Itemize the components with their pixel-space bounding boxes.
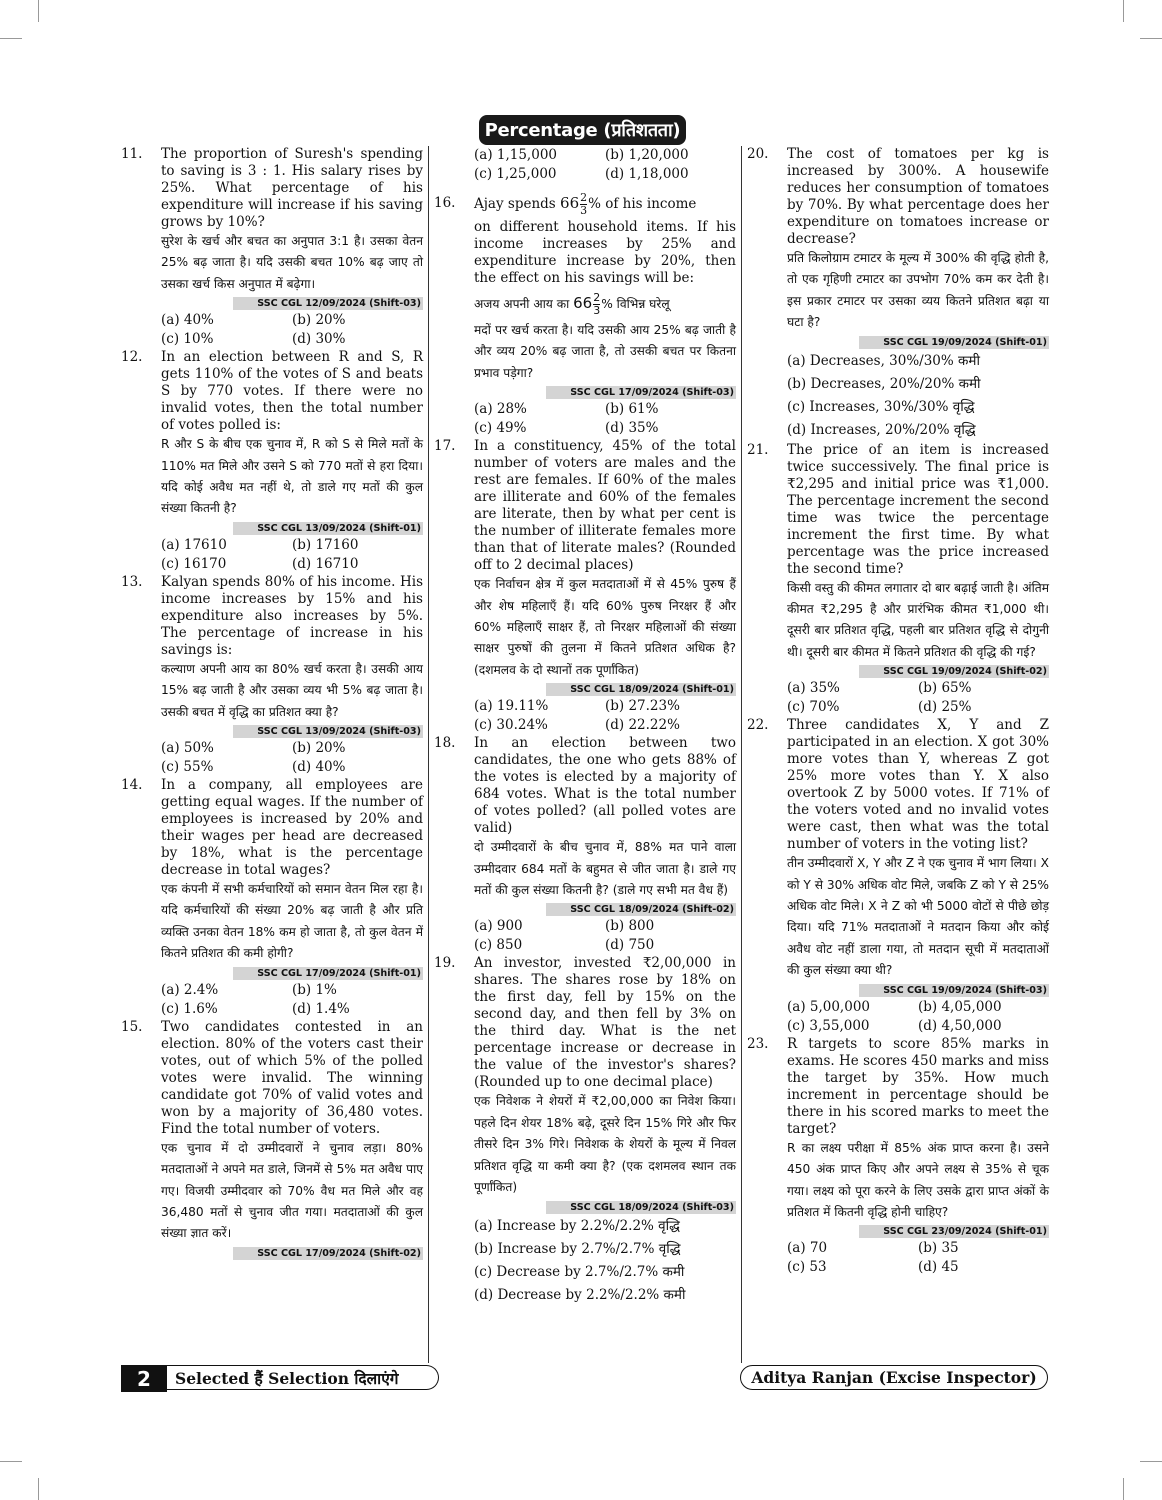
- option-a: (a) 19.11%: [474, 698, 549, 715]
- option-b: (b) 20%: [292, 312, 346, 329]
- question-text-hi: R और S के बीच एक चुनाव में, R को S से मिले मतों के 110% मत मिले और उसने S को 770 मतों से हरा दिया। यदि कोई अवैध मत नहीं थे, तो डाले गए मतों की कुल संख्या कितनी है?: [161, 437, 423, 516]
- option-a: (a) 17610: [161, 536, 227, 553]
- options: [161, 739, 423, 777]
- question-text-hi: एक चुनाव में दो उम्मीदवारों ने चुनाव लड़ा। 80% मतदाताओं ने अपने मत डाले, जिनमें से 5% मत अवैध पाए गए। विजयी उम्मीदवार को 70% वैध मत मिले और वह 36,480 मतों से चुनाव जीत गया। मतदाताओं की कुल संख्या ज्ञात करें।: [161, 1140, 423, 1241]
- question-text-hi: R का लक्ष्य परीक्षा में 85% अंक प्राप्त करना है। उसने 450 अंक प्राप्त किए और अपने लक्ष्य से 35% से चूक गया। लक्ष्य को पूरा करने के लिए उसके द्वारा प्राप्त अंकों के प्रतिशत में कितनी वृद्धि होनी चाहिए?: [787, 1140, 1049, 1219]
- source-tag: SSC CGL 23/09/2024 (Shift-01): [859, 1225, 1049, 1238]
- question-text-en: In a company, all employees are getting equal wages. If the number of employees is increased by 20% and their wages per head are decreased by 18%, what is the percentage decrease in total wages?: [161, 777, 423, 879]
- option-a: (a) Increase by 2.2%/2.2% वृद्धि: [474, 1217, 680, 1234]
- source-tag: SSC CGL 19/09/2024 (Shift-01): [859, 336, 1049, 349]
- option-c: (c) 49%: [474, 420, 527, 437]
- option-b: (b) Decreases, 20%/20% कमी: [787, 375, 981, 392]
- option-c: (c) 70%: [787, 699, 840, 716]
- question-text-hi: अजय अपनी आय का 66 $\frac{2}{3}$ % विभिन्न घरेलू: [474, 291, 670, 317]
- question-text-en: The proportion of Suresh's spending to saving is 3 : 1. His salary rises by 25%. What percentage of his expenditure will increase if his saving grows by 10%?: [161, 146, 423, 230]
- option-b: (b) Increase by 2.7%/2.7% वृद्धि: [474, 1240, 681, 1257]
- question-text-en: Ajay spends 66 $\frac{2}{3}$ % of his income: [474, 191, 697, 217]
- question-number: 11.: [121, 146, 143, 162]
- question-19: [434, 955, 736, 1306]
- question-23: [747, 1036, 1049, 1278]
- question-21: [747, 442, 1049, 718]
- question-text-en: In a constituency, 45% of the total number of voters are males and the rest are females. If 60% of the males are illiterate and 60% of the females are literate, then by what per cent is the number of illiterate females more than that of literate males? (Rounded off to 2 decimal places): [474, 438, 736, 574]
- source-tag: SSC CGL 19/09/2024 (Shift-02): [859, 665, 1049, 678]
- options: [161, 536, 423, 574]
- column-divider: [741, 146, 742, 1363]
- fraction-denominator: 3: [580, 204, 588, 217]
- options: [474, 1215, 736, 1307]
- option-b: (b) 20%: [292, 740, 346, 757]
- question-16: [434, 188, 736, 438]
- option-b: (b) 1%: [292, 981, 337, 998]
- question-number: 21.: [747, 441, 769, 458]
- option-d: (d) 750: [605, 937, 655, 954]
- crop-mark: [1140, 38, 1162, 39]
- crop-mark: [1123, 0, 1124, 22]
- option-d: (d) 30%: [292, 331, 346, 348]
- crop-mark: [1123, 1478, 1124, 1500]
- options: [161, 311, 423, 349]
- question-text-en: The cost of tomatoes per kg is increased by 300%. A housewife reduces her consumption of tomatoes by 70%. By what percentage does her expenditure on tomatoes increase or decrease?: [787, 146, 1049, 247]
- source-tag: SSC CGL 17/09/2024 (Shift-01): [233, 967, 423, 980]
- options: [474, 400, 736, 438]
- option-d: (d) Increases, 20%/20% वृद्धि: [787, 421, 976, 438]
- option-d: (d) 1.4%: [292, 1000, 350, 1017]
- option-a: (a) 50%: [161, 740, 214, 757]
- question-22: [747, 717, 1049, 1035]
- option-d: (d) 4,50,000: [918, 1017, 1002, 1034]
- crop-mark: [38, 0, 39, 22]
- options: [474, 146, 736, 184]
- question-number: 22.: [747, 717, 769, 734]
- crop-mark: [0, 1461, 22, 1462]
- option-b: (b) 17160: [292, 536, 359, 553]
- mixed-number-whole: 66: [560, 194, 580, 212]
- column-middle: [434, 146, 736, 1363]
- option-a: (a) 2.4%: [161, 981, 219, 998]
- question-18: [434, 735, 736, 955]
- option-a: (a) 1,15,000: [474, 147, 557, 163]
- fraction: [580, 192, 587, 217]
- source-tag: SSC CGL 18/09/2024 (Shift-03): [546, 1201, 736, 1214]
- question-text-en: In an election between R and S, R gets 110% of the votes of S and beats S by 770 votes. If there were no invalid votes, then the total number of votes polled is:: [161, 349, 423, 434]
- options: [474, 697, 736, 735]
- source-tag: SSC CGL 17/09/2024 (Shift-02): [233, 1247, 423, 1260]
- option-c: (c) 1.6%: [161, 1000, 218, 1017]
- option-b: (b) 27.23%: [605, 698, 680, 715]
- question-text-hi: तीन उम्मीदवारों X, Y और Z ने एक चुनाव में भाग लिया। X को Y से 30% अधिक वोट मिले, जबकि Z को Y से 25% अधिक वोट मिले। X ने Z को भी 5000 वोटों से पीछे छोड़ दिया। यदि 71% मतदाताओं ने मतदान किया और कोई अवैध वोट नहीं डाला गया, तो मतदान सूची में मतदाताओं की कुल संख्या क्या थी?: [787, 856, 1049, 978]
- question-number: 23.: [747, 1035, 769, 1052]
- question-text-hi: एक कंपनी में सभी कर्मचारियों को समान वेतन मिल रहा है। यदि कर्मचारियों की संख्या 20% बढ़ जाती है और प्रति व्यक्ति उनका वेतन 18% कम हो जाता है, तो कुल वेतन में कितने प्रतिशत की कमी होगी?: [161, 882, 423, 961]
- option-d: (d) 22.22%: [605, 717, 680, 734]
- page-number: 2: [121, 1365, 167, 1392]
- option-b: (b) 800: [605, 918, 655, 935]
- question-text-hi: एक निवेशक ने शेयरों में ₹2,00,000 का निवेश किया। पहले दिन शेयर 18% बढ़े, दूसरे दिन 15% गिरे और फिर तीसरे दिन 3% गिरे। निवेशक के शेयरों के मूल्य में निवल प्रतिशत वृद्धि या कमी क्या है? (एक दशमलव स्थान तक पूर्णांकित): [474, 1094, 736, 1195]
- option-b: (b) 1,20,000: [605, 147, 689, 163]
- option-a: (a) 70: [787, 1240, 828, 1257]
- question-text-hi: सुरेश के खर्च और बचत का अनुपात 3:1 है। उसका वेतन 25% बढ़ जाता है। यदि उसकी बचत 10% बढ़ जाए तो उसका खर्च किस अनुपात में बढ़ेगा।: [161, 234, 423, 291]
- source-tag: SSC CGL 18/09/2024 (Shift-01): [546, 683, 736, 696]
- question-text-hi: एक निर्वाचन क्षेत्र में कुल मतदाताओं में से 45% पुरुष हैं और शेष महिलाएँ हैं। यदि 60% पुरुष निरक्षर हैं और 60% महिलाएँ साक्षर हैं, तो निरक्षर महिलाओं की संख्या साक्षर पुरुषों की तुलना में कितने प्रतिशत अधिक है? (दशमलव के दो स्थानों तक पूर्णांकित): [474, 577, 736, 677]
- question-20: [747, 146, 1049, 442]
- fraction-numerator: 2: [580, 191, 588, 204]
- option-d: (d) 16710: [292, 555, 359, 572]
- source-tag: SSC CGL 13/09/2024 (Shift-01): [233, 522, 423, 535]
- question-number: 13.: [121, 573, 143, 590]
- question-14: [121, 777, 423, 1019]
- question-text-en: Two candidates contested in an election. 80% of the voters cast their votes, out of which 5% of the polled votes were invalid. The winning candidate got 70% of valid votes and won by a majority of 36,480 votes. Find the total number of voters.: [161, 1018, 423, 1137]
- option-b: (b) 4,05,000: [918, 998, 1002, 1015]
- options: [474, 917, 736, 955]
- question-17: [434, 438, 736, 735]
- column-divider: [428, 146, 429, 1363]
- question-text-en: In an election between two candidates, the one who gets 88% of the votes is elected by a majority of 684 votes. What is the total number of votes polled? (all polled votes are valid): [474, 735, 736, 837]
- question-text-en: R targets to score 85% marks in exams. He scores 450 marks and miss the target by 35%. How much increment in percentage should be there in his scored marks to meet the target?: [787, 1035, 1049, 1137]
- crop-mark: [1140, 1461, 1162, 1462]
- question-text-hi: किसी वस्तु की कीमत लगातार दो बार बढ़ाई जाती है। अंतिम कीमत ₹2,295 है और प्रारंभिक कीमत ₹1,000 थी। दूसरी बार प्रतिशत वृद्धि, पहली बार प्रतिशत वृद्धि से दोगुनी थी। दूसरी बार कीमत में कितने प्रतिशत की वृद्धि की गई?: [787, 580, 1049, 659]
- option-a: (a) 28%: [474, 401, 527, 418]
- option-c: (c) 3,55,000: [787, 1017, 870, 1034]
- option-a: (a) 900: [474, 918, 523, 935]
- option-c: (c) 55%: [161, 759, 214, 776]
- footer-tagline: Selected हैं Selection दिलाएंगे: [167, 1365, 439, 1390]
- question-text-hi: दो उम्मीदवारों के बीच चुनाव में, 88% मत पाने वाला उम्मीदवार 684 मतों के बहुमत से जीत जाता है। डाले गए मतों की कुल संख्या कितनी है? (डाले गए सभी मत वैध हैं): [474, 840, 736, 898]
- options: [787, 998, 1049, 1036]
- source-tag: SSC CGL 19/09/2024 (Shift-03): [859, 984, 1049, 997]
- question-text-en: Kalyan spends 80% of his income. His income increases by 15% and his expenditure also increases by 5%. The percentage of increase in his savings is:: [161, 573, 423, 658]
- options: [787, 679, 1049, 717]
- question-text-hi: कल्याण अपनी आय का 80% खर्च करता है। उसकी आय 15% बढ़ जाती है और उसका व्यय भी 5% बढ़ जाता है। उसकी बचत में वृद्धि का प्रतिशत क्या है?: [161, 661, 423, 719]
- option-c: (c) 53: [787, 1259, 827, 1276]
- question-text-hi-rest: मदों पर खर्च करता है। यदि उसकी आय 25% बढ़ जाती है और व्यय 20% बढ़ जाता है, तो उसकी बचत पर कितना प्रभाव पड़ेगा?: [474, 323, 736, 380]
- question-text-en-rest: on different household items. If his income increases by 25% and expenditure increase by 20%, then the effect on his savings will be:: [474, 219, 736, 286]
- option-b: (b) 65%: [918, 680, 972, 697]
- question-number: 15.: [121, 1018, 143, 1035]
- options: [161, 981, 423, 1019]
- source-tag: SSC CGL 12/09/2024 (Shift-03): [233, 297, 423, 310]
- option-c: (c) 10%: [161, 331, 214, 348]
- question-number: 14.: [121, 777, 143, 794]
- question-text-hi: प्रति किलोग्राम टमाटर के मूल्य में 300% की वृद्धि होती है, तो एक गृहिणी टमाटर का उपभोग 70% कम कर देती है। इस प्रकार टमाटर पर उसका व्यय कितने प्रतिशत बढ़ा या घटा है?: [787, 251, 1049, 330]
- question-number: 12.: [121, 349, 143, 366]
- option-a: (a) Decreases, 30%/30% कमी: [787, 352, 980, 369]
- question-15: [121, 1019, 423, 1261]
- option-b: (b) 35: [918, 1240, 959, 1257]
- question-number: 18.: [434, 735, 456, 752]
- column-left: [121, 146, 423, 1363]
- option-c: (c) 16170: [161, 555, 227, 572]
- options: [787, 1239, 1049, 1277]
- question-13: [121, 574, 423, 777]
- option-c: (c) 30.24%: [474, 717, 548, 734]
- source-tag: SSC CGL 18/09/2024 (Shift-02): [546, 903, 736, 916]
- option-a: (a) 40%: [161, 312, 214, 329]
- option-d: (d) 40%: [292, 759, 346, 776]
- question-text-en: Three candidates X, Y and Z participated in an election. X got 30% more votes than Y, whereas Z got 25% more votes than Y. X also overtook Z by 5000 votes. If 71% of the voters voted and no invalid votes were cast, then what was the total number of voters in the voting list?: [787, 717, 1049, 853]
- option-c: (c) 850: [474, 937, 523, 954]
- question-11: [121, 146, 423, 349]
- question-number: 20.: [747, 146, 769, 162]
- crop-mark: [0, 38, 22, 39]
- option-d: (d) 45: [918, 1259, 959, 1276]
- footer-author: Aditya Ranjan (Excise Inspector): [740, 1365, 1048, 1390]
- option-b: (b) 61%: [605, 401, 659, 418]
- question-number: 16.: [434, 195, 456, 211]
- question-text-en: The price of an item is increased twice successively. The final price is ₹2,295 and initial price was ₹1,000. The percentage increment the second time was twice the percentage increment the first time. By what percentage was the price increased the second time?: [787, 441, 1049, 577]
- option-c: (c) 1,25,000: [474, 166, 557, 182]
- source-tag: SSC CGL 17/09/2024 (Shift-03): [546, 386, 736, 399]
- option-c: (c) Increases, 30%/30% वृद्धि: [787, 398, 975, 415]
- column-right: [747, 146, 1049, 1363]
- page-title: Percentage (प्रतिशतता): [479, 115, 686, 145]
- question-number: 19.: [434, 955, 456, 972]
- option-d: (d) 25%: [918, 699, 972, 716]
- options: [787, 350, 1049, 442]
- option-c: (c) Decrease by 2.7%/2.7% कमी: [474, 1263, 685, 1280]
- option-a: (a) 35%: [787, 680, 840, 697]
- option-a: (a) 5,00,000: [787, 998, 870, 1015]
- option-d: (d) 1,18,000: [605, 166, 689, 182]
- question-number: 17.: [434, 438, 456, 455]
- option-d: (d) Decrease by 2.2%/2.2% कमी: [474, 1286, 686, 1303]
- question-15-options: [434, 146, 736, 184]
- question-text-en: An investor, invested ₹2,00,000 in shares. The shares rose by 18% on the first day, fell by 15% on the second day, and then fell by 3% on the third day. What is the net percentage increase or decrease in the value of the investor's shares? (Rounded up to one decimal place): [474, 955, 736, 1091]
- option-d: (d) 35%: [605, 420, 659, 437]
- question-12: [121, 349, 423, 574]
- source-tag: SSC CGL 13/09/2024 (Shift-03): [233, 725, 423, 738]
- crop-mark: [38, 1478, 39, 1500]
